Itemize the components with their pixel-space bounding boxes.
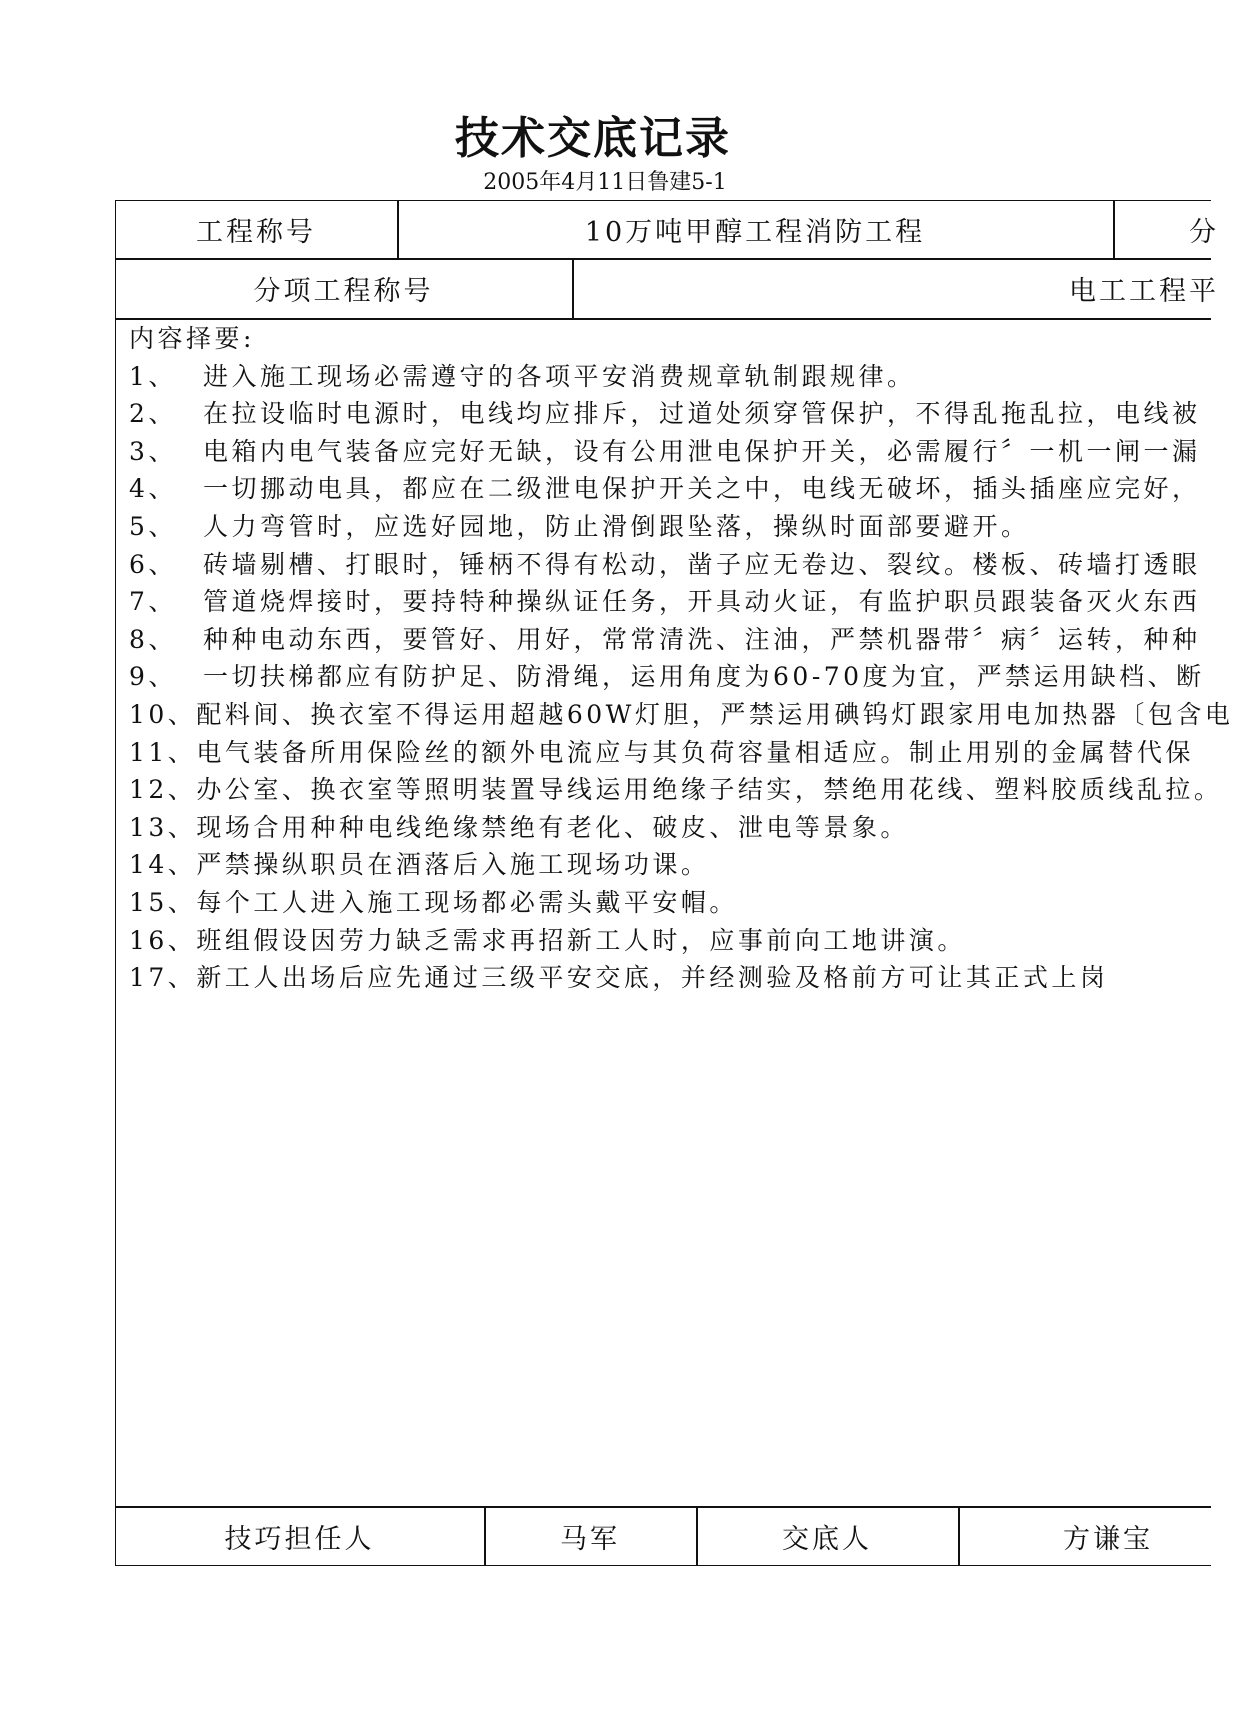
project-name-label: 工程称号 <box>196 216 316 248</box>
item-text: 人力弯管时，应选好园地，防止滑倒跟坠落，操纵时面部要避开。 <box>203 511 1030 541</box>
item-text: 现场合用种种电线绝缘禁绝有老化、破皮、泄电等景象。 <box>196 812 909 842</box>
item-text: 新工人出场后应先通过三级平安交底，并经测验及格前方可让其正式上岗 <box>196 963 1109 993</box>
list-item <box>129 884 1211 922</box>
item-text: 种种电动东西，要管好、用好，常常清洗、注油，严禁机器带〞病〞运转，种种 <box>203 624 1201 654</box>
item-text: 一切扶梯都应有防护足、防滑绳，运用角度为60-70度为宜，严禁运用缺档、断 <box>203 662 1205 692</box>
item-number: 6、 <box>129 549 177 579</box>
item-text: 配料间、换衣室不得运用超越60W灯胆，严禁运用碘钨灯跟家用电加热器〔包含电 <box>196 699 1233 729</box>
item-text: 严禁操纵职员在酒落后入施工现场功课。 <box>196 850 710 880</box>
item-number: 11、 <box>129 737 197 767</box>
subitem-name-value: 电工工程平 <box>1069 275 1219 307</box>
item-text: 一切挪动电具，都应在二级泄电保护开关之中，电线无破坏，插头插座应完好， <box>203 474 1201 504</box>
item-number: 2、 <box>129 399 177 429</box>
item-text: 管道烧焊接时，要持特种操纵证任务，开具动火证，有监护职员跟装备灭火东西 <box>203 587 1201 617</box>
subitem-cell <box>572 258 1219 318</box>
list-item <box>129 583 1211 621</box>
item-number: 4、 <box>129 474 177 504</box>
item-number: 8、 <box>129 624 177 654</box>
tech-lead-value: 马军 <box>560 1523 620 1555</box>
item-number: 14、 <box>129 850 197 880</box>
list-item <box>129 809 1211 847</box>
list-item <box>129 959 1211 997</box>
item-text: 电箱内电气装备应完好无缺，设有公用泄电保护开关，必需履行〞一机一闸一漏 <box>203 436 1201 466</box>
division-label: 分 <box>1189 216 1219 248</box>
project-name-value: 10万吨甲醇工程消防工程 <box>584 216 926 248</box>
document-title: 技术交底记录 <box>455 113 731 164</box>
item-number: 7、 <box>129 587 177 617</box>
document-subtitle: 2005年4月11日鲁建5-1 <box>483 170 727 195</box>
tech-lead-label: 技巧担任人 <box>224 1523 375 1555</box>
item-text: 进入施工现场必需遵守的各项平安消费规章轨制跟规律。 <box>203 361 916 391</box>
list-item <box>129 395 1211 433</box>
subitem-name-label: 分项工程称号 <box>253 275 434 307</box>
briefer-label: 交底人 <box>782 1523 872 1555</box>
list-item <box>129 922 1211 960</box>
item-number: 5、 <box>129 511 177 541</box>
item-number: 15、 <box>129 887 197 917</box>
item-number: 12、 <box>129 775 197 805</box>
item-text: 班组假设因劳力缺乏需求再招新工人时，应事前向工地讲演。 <box>196 925 966 955</box>
list-item <box>129 358 1211 396</box>
briefer-value: 方谦宝 <box>1063 1523 1153 1555</box>
item-number: 10、 <box>129 699 197 729</box>
list-item <box>129 696 1233 734</box>
item-number: 1、 <box>129 361 177 391</box>
item-number: 3、 <box>129 436 177 466</box>
item-number: 13、 <box>129 812 197 842</box>
division-cell <box>1113 200 1219 258</box>
list-item <box>129 470 1211 508</box>
item-text: 办公室、换衣室等照明装置导线运用绝缘子结实，禁绝用花线、塑料胶质线乱拉。 <box>196 775 1223 805</box>
list-item <box>129 546 1211 584</box>
briefer-cell <box>958 1506 1211 1566</box>
list-item <box>129 734 1211 772</box>
item-text: 电气装备所用保险丝的额外电流应与其负荷容量相适应。制止用别的金属替代保 <box>196 737 1194 767</box>
content-heading: 内容择要: <box>129 324 255 353</box>
item-text: 每个工人进入施工现场都必需头戴平安帽。 <box>196 887 738 917</box>
list-item <box>129 771 1223 809</box>
content-section <box>129 320 1233 1500</box>
item-number: 9、 <box>129 662 177 692</box>
list-item <box>129 846 1211 884</box>
item-number: 16、 <box>129 925 197 955</box>
list-item <box>129 658 1211 696</box>
list-item <box>129 508 1211 546</box>
list-item <box>129 433 1211 471</box>
list-item <box>129 621 1211 659</box>
item-number: 17、 <box>129 963 197 993</box>
item-text: 在拉设临时电源时，电线均应排斥，过道处须穿管保护，不得乱拖乱拉，电线被 <box>203 399 1201 429</box>
item-text: 砖墙剔槽、打眼时，锤柄不得有松动，凿子应无卷边、裂纹。楼板、砖墙打透眼 <box>203 549 1201 579</box>
